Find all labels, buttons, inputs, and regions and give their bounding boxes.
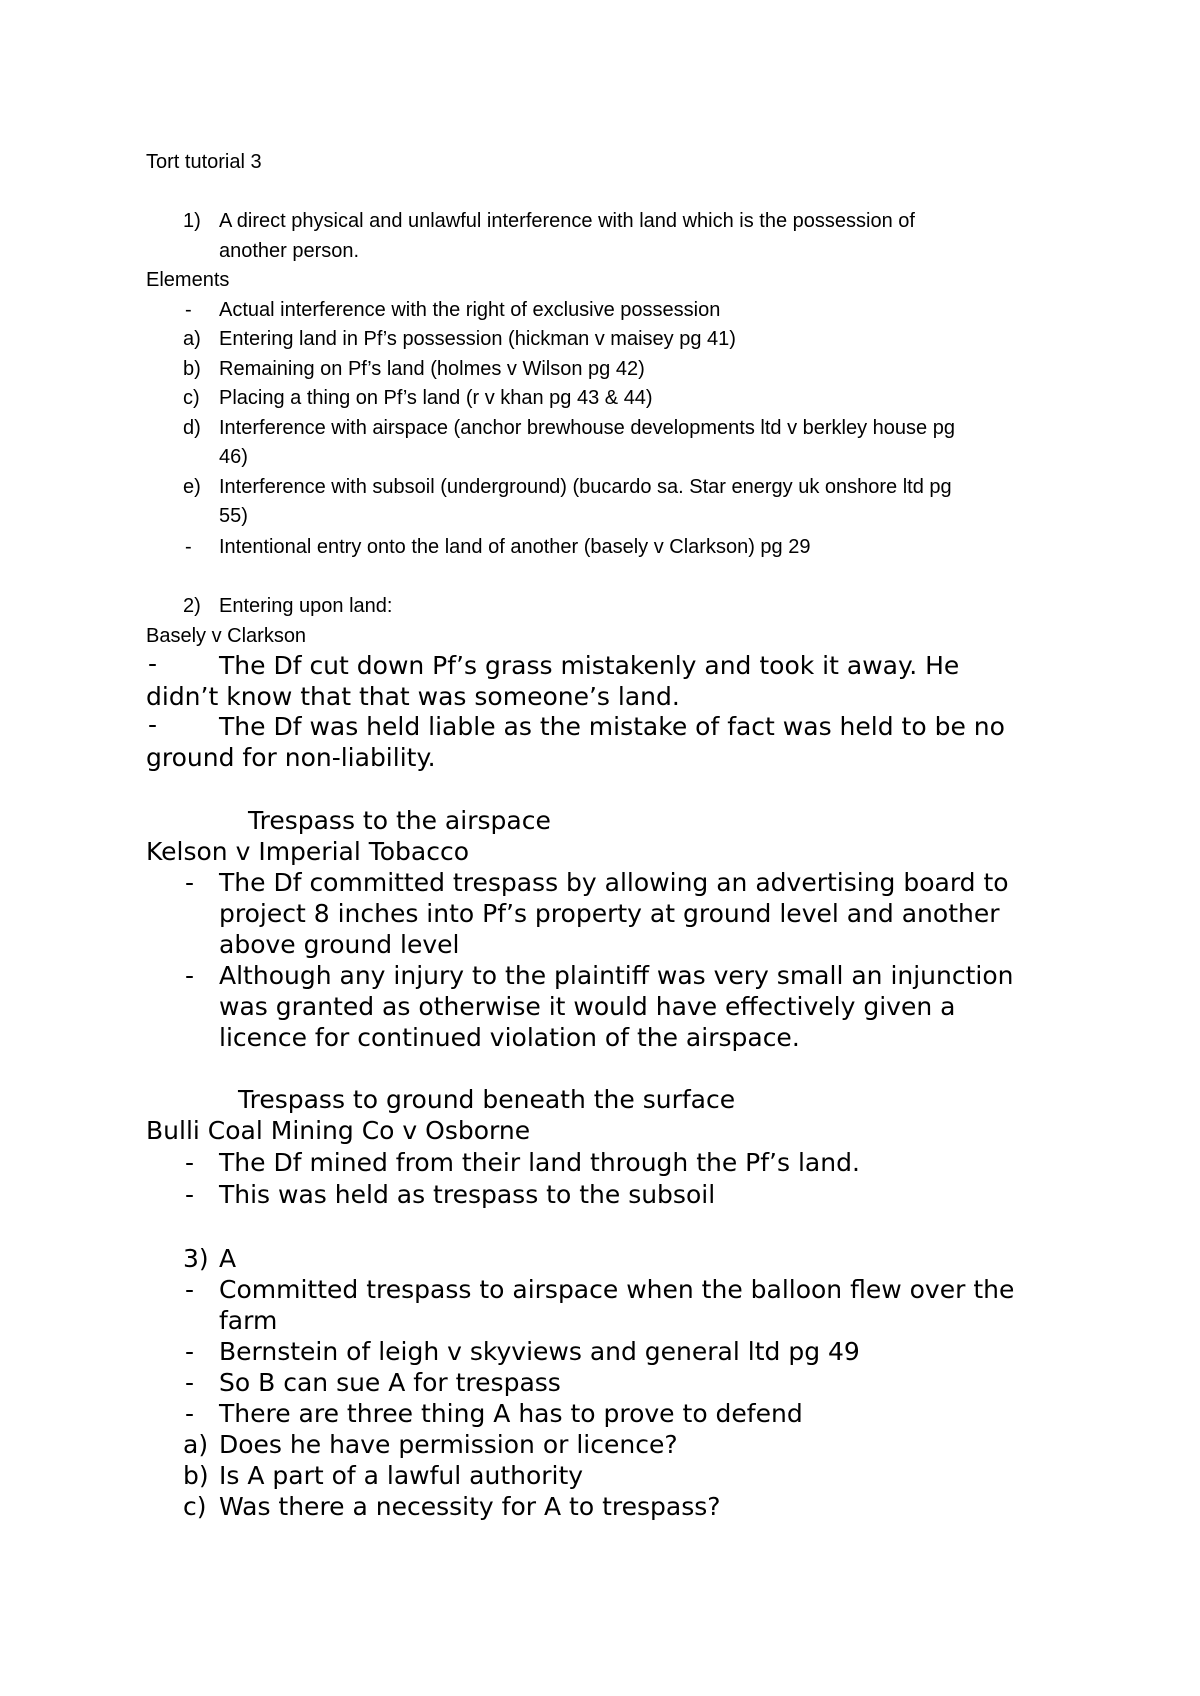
list-item: The Df mined from their land through the Pf’s land. xyxy=(219,1148,860,1177)
list-marker: - xyxy=(185,961,195,990)
document-title: Tort tutorial 3 xyxy=(146,151,262,173)
list-marker: - xyxy=(185,1148,195,1177)
case-name: Bulli Coal Mining Co v Osborne xyxy=(146,1116,531,1145)
list-item: The Df committed trespass by allowing an advertising board to xyxy=(219,868,1009,897)
question-3-text: A xyxy=(219,1244,237,1273)
list-item: Is A part of a lawful authority xyxy=(219,1461,584,1490)
question-2-number: 2) xyxy=(183,595,201,617)
list-item: Remaining on Pf’s land (holmes v Wilson pg 42) xyxy=(219,358,645,380)
list-marker: c) xyxy=(183,387,200,409)
list-item: Intentional entry onto the land of another (basely v Clarkson) pg 29 xyxy=(219,536,811,558)
list-marker: b) xyxy=(183,1461,209,1490)
list-item-cont: above ground level xyxy=(219,930,460,959)
list-item: Does he have permission or licence? xyxy=(219,1430,678,1459)
list-marker: - xyxy=(185,536,192,558)
list-marker: d) xyxy=(183,417,201,439)
list-item: Entering land in Pf’s possession (hickman v maisey pg 41) xyxy=(219,328,736,350)
question-2-text: Entering upon land: xyxy=(219,595,393,617)
list-item: Actual interference with the right of exclusive possession xyxy=(219,299,721,321)
section-heading: Trespass to the airspace xyxy=(248,806,551,835)
list-item-cont: 55) xyxy=(219,505,248,527)
list-item: So B can sue A for trespass xyxy=(219,1368,561,1397)
case-name: Kelson v Imperial Tobacco xyxy=(146,837,470,866)
list-marker: a) xyxy=(183,328,201,350)
list-item: Interference with airspace (anchor brewhouse developments ltd v berkley house pg xyxy=(219,417,955,439)
list-item-cont: project 8 inches into Pf’s property at ground level and another xyxy=(219,899,1000,928)
list-item-cont: was granted as otherwise it would have effectively given a xyxy=(219,992,956,1021)
list-item-cont: licence for continued violation of the airspace. xyxy=(219,1023,800,1052)
question-1-number: 1) xyxy=(183,210,201,232)
list-item-cont: farm xyxy=(219,1306,278,1335)
list-item: This was held as trespass to the subsoil xyxy=(219,1180,716,1209)
list-marker: c) xyxy=(183,1492,207,1521)
list-item: Committed trespass to airspace when the balloon flew over the xyxy=(219,1275,1015,1304)
list-item: The Df cut down Pf’s grass mistakenly and took it away. He xyxy=(219,651,960,680)
elements-label: Elements xyxy=(146,269,230,291)
list-marker: - xyxy=(148,649,158,678)
case-name: Basely v Clarkson xyxy=(146,625,307,647)
question-1-text-cont: another person. xyxy=(219,240,360,262)
list-item: Although any injury to the plaintiff was very small an injunction xyxy=(219,961,1014,990)
list-marker: - xyxy=(185,1368,195,1397)
list-marker: - xyxy=(185,868,195,897)
list-item-cont: 46) xyxy=(219,446,248,468)
list-item: The Df was held liable as the mistake of fact was held to be no xyxy=(219,712,1005,741)
list-item: Bernstein of leigh v skyviews and general ltd pg 49 xyxy=(219,1337,860,1366)
list-marker: - xyxy=(185,1337,195,1366)
list-item: There are three thing A has to prove to defend xyxy=(219,1399,803,1428)
list-marker: - xyxy=(185,1399,195,1428)
question-1-text: A direct physical and unlawful interference with land which is the possession of xyxy=(219,210,915,232)
list-marker: - xyxy=(185,1275,195,1304)
list-marker: e) xyxy=(183,476,201,498)
list-marker: - xyxy=(185,1180,195,1209)
list-marker: - xyxy=(185,299,192,321)
list-item-cont: didn’t know that that was someone’s land. xyxy=(146,682,680,711)
list-item: Placing a thing on Pf’s land (r v khan pg 43 & 44) xyxy=(219,387,653,409)
section-heading: Trespass to ground beneath the surface xyxy=(238,1085,736,1114)
list-marker: - xyxy=(148,710,158,739)
list-item: Was there a necessity for A to trespass? xyxy=(219,1492,721,1521)
list-item-cont: ground for non-liability. xyxy=(146,743,436,772)
list-marker: b) xyxy=(183,358,201,380)
list-marker: a) xyxy=(183,1430,209,1459)
list-item: Interference with subsoil (underground) (bucardo sa. Star energy uk onshore ltd pg xyxy=(219,476,952,498)
question-3-number: 3) xyxy=(183,1244,209,1273)
